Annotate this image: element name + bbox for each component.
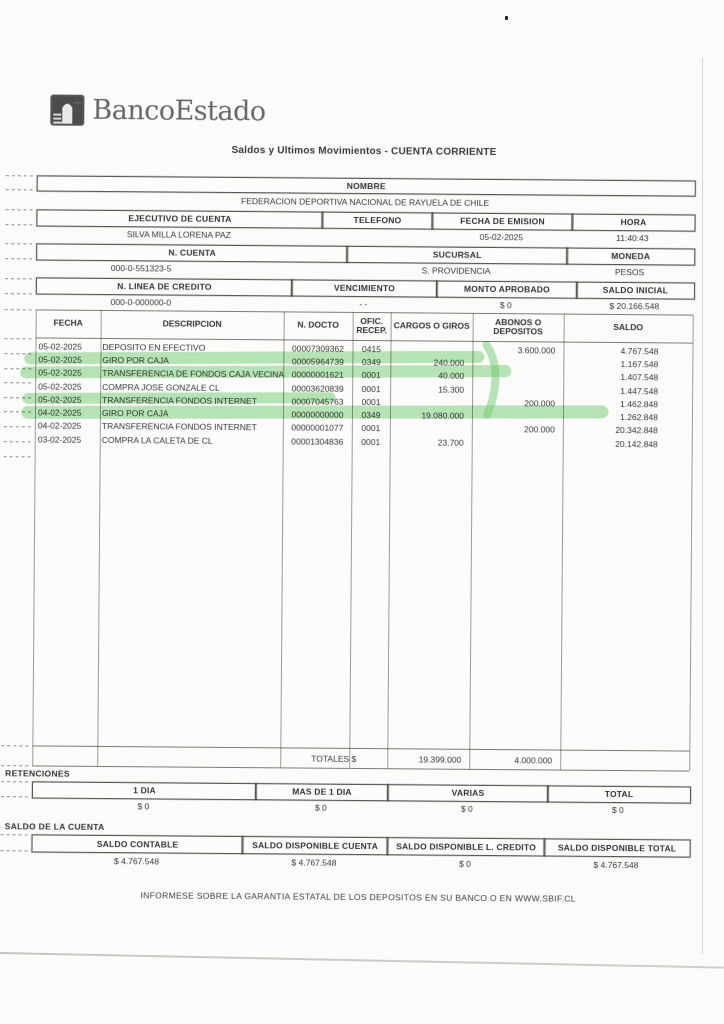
cell-cargo: 40.000 (438, 370, 465, 382)
retenciones-total-value: $ 0 (611, 804, 624, 816)
cell-docto: 00001304836 (291, 436, 344, 447)
saldo-contable-label: SALDO CONTABLE (32, 834, 244, 854)
cell-ofic: 0001 (361, 370, 381, 381)
col-header-abonos: ABONOS O DEPOSITOS (493, 316, 543, 337)
saldo-inicial-label: SALDO INICIAL (576, 282, 695, 300)
cell-cargo: 15.300 (438, 384, 465, 395)
cell-fecha: 05-02-2025 (38, 380, 82, 392)
saldo-inicial-value: $ 20.166.548 (609, 300, 660, 311)
saldo-disponible-cuenta-label: SALDO DISPONIBLE CUENTA (242, 836, 389, 855)
hora-label: HORA (571, 214, 695, 232)
cell-abono: 3.600.000 (517, 344, 556, 356)
saldo-cuenta-title: SALDO DE LA CUENTA (4, 821, 105, 832)
cell-docto: 00007045763 (291, 396, 344, 407)
col-header-ofic-recep: OFIC. RECEP. (356, 315, 387, 336)
totals-abonos: 4.000.000 (514, 754, 553, 766)
retenciones-varias-value: $ 0 (460, 803, 473, 814)
cell-cargo: 19.080.000 (421, 410, 464, 421)
cell-docto: 00007309362 (291, 343, 345, 354)
account-holder-name: FEDERACION DEPORTIVA NACIONAL DE RAYUELA DE CHILE (241, 195, 490, 208)
telefono-value (321, 229, 431, 243)
totals-label: TOTALES $ (311, 753, 357, 764)
ejecutivo-value: SILVA MILLA LORENA PAZ (126, 228, 231, 240)
bancoestado-logo-icon (49, 94, 85, 127)
col-header-fecha: FECHA (53, 317, 83, 329)
cell-docto: 00000001621 (291, 369, 344, 381)
cell-descripcion: GIRO POR CAJA (101, 408, 169, 419)
cell-docto: 00005964739 (291, 356, 344, 367)
hora-value: 11:40:43 (616, 232, 649, 243)
cell-descripcion: TRANSFERENCIA DE FONDOS CAJA VECINA (102, 368, 285, 380)
cell-cargo (390, 342, 464, 356)
document-title: Saldos y Ultimos Movimientos - CUENTA CORRIENTE (231, 144, 497, 159)
retenciones-varias-label: VARIAS (387, 784, 549, 802)
cuenta-label: N. CUENTA (36, 243, 348, 262)
moneda-label: MONEDA (566, 248, 695, 266)
retenciones-1dia-value: $ 0 (137, 801, 150, 812)
cell-saldo: 1.407.548 (620, 372, 659, 383)
cell-ofic: 0001 (361, 396, 381, 407)
cell-abono (472, 383, 555, 397)
cell-ofic: 0349 (361, 356, 381, 368)
cuenta-value: 000-0-551323-5 (110, 262, 172, 273)
cell-fecha: 05-02-2025 (38, 394, 82, 405)
saldo-disponible-credito-label: SALDO DISPONIBLE L. CREDITO (387, 837, 546, 856)
cell-fecha: 05-02-2025 (38, 354, 82, 365)
saldo-disponible-total-label: SALDO DISPONIBLE TOTAL (543, 838, 690, 857)
cell-fecha: 04-02-2025 (37, 420, 82, 432)
cell-saldo: 1.462.848 (620, 398, 659, 410)
movements-header-row (36, 309, 693, 342)
cell-descripcion: DEPOSITO EN EFECTIVO (102, 341, 206, 353)
retenciones-mas1dia-label: MAS DE 1 DIA (255, 783, 389, 801)
cell-descripcion: TRANSFERENCIA FONDOS INTERNET (102, 394, 258, 407)
cell-cargo: 240.000 (433, 357, 465, 368)
nombre-label: NOMBRE (37, 175, 696, 196)
cell-saldo: 20.342.848 (615, 425, 658, 436)
cell-descripcion: GIRO POR CAJA (102, 354, 170, 366)
saldo-contable-value: $ 4.767.548 (113, 856, 159, 867)
retenciones-1dia-label: 1 DIA (32, 781, 257, 800)
col-header-docto: N. DOCTO (297, 319, 339, 331)
cell-cargo (390, 395, 464, 409)
cell-ofic: 0001 (361, 436, 381, 447)
vencimiento-label: VENCIMIENTO (291, 279, 438, 297)
bank-logo (49, 94, 266, 129)
bank-name: BancoEstado (92, 94, 266, 128)
cell-ofic: 0415 (361, 343, 381, 354)
cell-docto: 00000001077 (291, 422, 344, 434)
cell-abono (472, 356, 555, 370)
cell-saldo: 1.447.548 (620, 385, 659, 396)
cell-abono (472, 369, 555, 383)
fecha-emision-label: FECHA DE EMISION (431, 213, 573, 231)
telefono-label: TELEFONO (321, 212, 433, 230)
cell-fecha: 05-02-2025 (38, 367, 82, 379)
totals-cargos: 19.399.000 (418, 753, 462, 765)
garantia-footer-note: INFORMESE SOBRE LA GARANTIA ESTATAL DE LOS DEPOSITOS EN SU BANCO O EN WWW.SBIF.CL (140, 890, 576, 904)
cell-fecha: 04-02-2025 (37, 407, 82, 418)
col-header-descripcion: DESCRIPCION (162, 318, 222, 330)
saldo-disponible-credito-value: $ 0 (458, 858, 471, 869)
retenciones-total-label: TOTAL (547, 785, 691, 803)
cell-cargo: 23.700 (437, 437, 464, 448)
cell-abono (472, 436, 555, 450)
cell-descripcion: TRANSFERENCIA FONDOS INTERNET (101, 421, 257, 433)
cell-fecha: 03-02-2025 (37, 434, 82, 445)
cell-docto: 00003620839 (291, 382, 344, 394)
cell-ofic: 0001 (361, 423, 381, 434)
cell-abono: 200.000 (524, 398, 556, 409)
cell-saldo: 20.142.848 (615, 438, 658, 450)
ejecutivo-label: EJECUTIVO DE CUENTA (36, 209, 323, 228)
col-header-saldo: SALDO (613, 322, 644, 333)
linea-credito-value: 000-0-000000-0 (110, 296, 172, 307)
cell-saldo: 1.167.548 (620, 358, 659, 370)
cell-docto: 00000000000 (291, 409, 344, 420)
monto-aprobado-label: MONTO APROBADO (436, 281, 578, 299)
moneda-value: PESOS (614, 266, 645, 277)
sucursal-value: S. PROVIDENCIA (421, 264, 491, 276)
sucursal-label: SUCURSAL (346, 246, 568, 265)
monto-aprobado-value: $ 0 (499, 299, 512, 310)
cell-saldo: 1.262.848 (620, 412, 658, 423)
cell-abono (472, 409, 555, 423)
cell-ofic: 0349 (361, 410, 381, 421)
cell-cargo (390, 422, 464, 436)
cell-abono: 200.000 (524, 424, 555, 435)
cell-saldo: 4.767.548 (620, 345, 659, 356)
vencimiento-value: - - (359, 298, 368, 309)
retenciones-mas1dia-value: $ 0 (314, 802, 327, 813)
linea-credito-label: N. LINEA DE CREDITO (36, 277, 293, 296)
saldo-disponible-cuenta-value: $ 4.767.548 (291, 857, 337, 868)
col-header-cargos: CARGOS O GIROS (393, 320, 470, 332)
retenciones-title: RETENCIONES (5, 768, 70, 779)
fecha-emision-value: 05-02-2025 (479, 231, 524, 242)
scan-margin-artifacts (3, 0, 724, 3)
cell-descripcion: COMPRA JOSE GONZALE CL (102, 381, 220, 393)
saldo-disponible-total-value: $ 4.767.548 (593, 859, 639, 871)
cell-fecha: 05-02-2025 (38, 341, 83, 352)
cell-ofic: 0001 (361, 383, 381, 394)
cell-descripcion: COMPRA LA CALETA DE CL (101, 434, 213, 446)
